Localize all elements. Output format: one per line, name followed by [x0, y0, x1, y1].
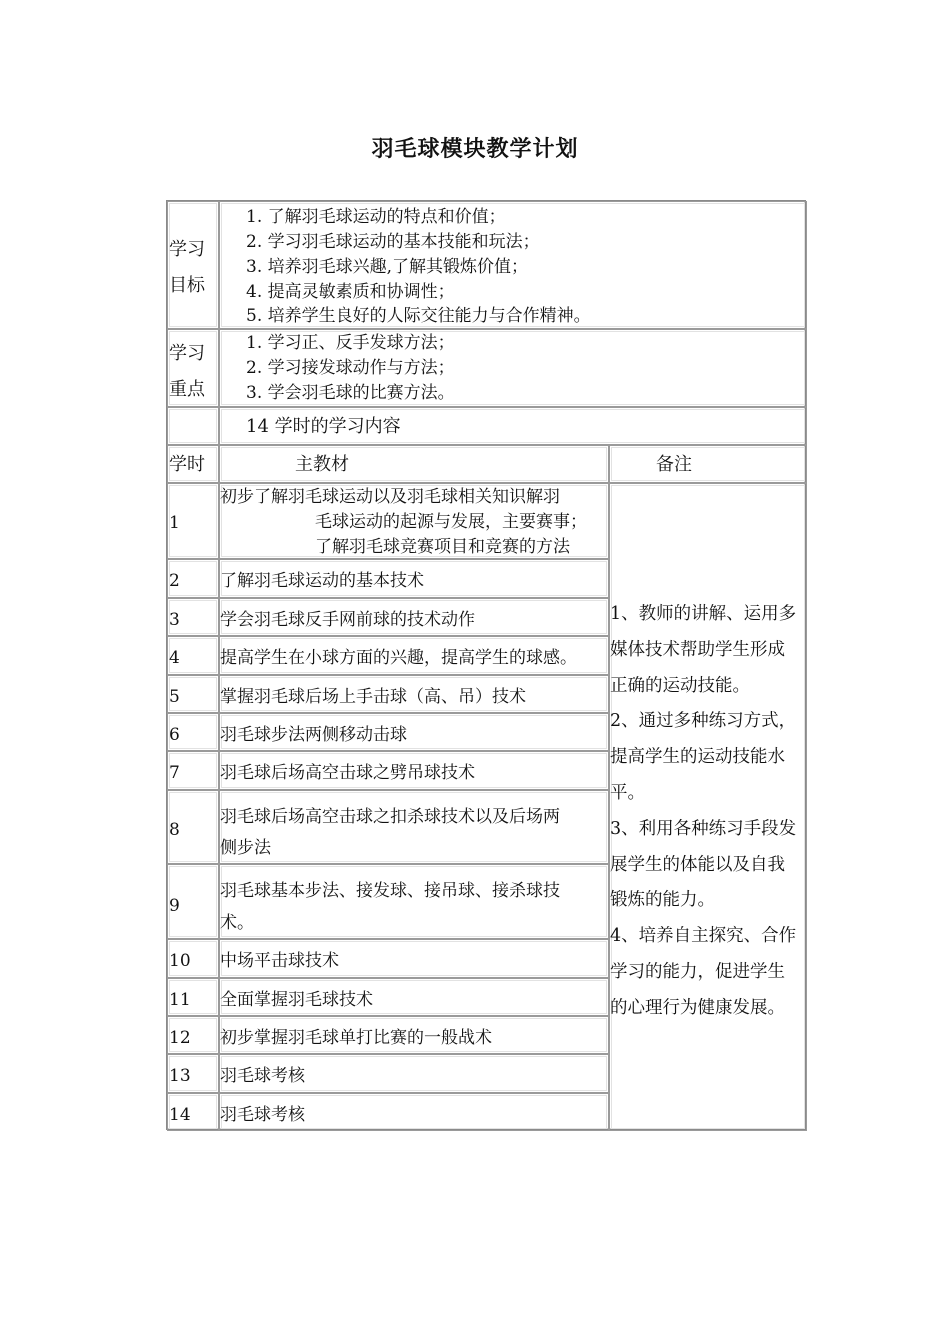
- material-line: 羽毛球基本步法、接发球、接吊球、接杀球技: [220, 881, 560, 901]
- material-cell: [219, 598, 609, 636]
- material-line: 初步了解羽毛球运动以及羽毛球相关知识解羽: [220, 487, 560, 507]
- hour-cell: [167, 751, 219, 790]
- teaching-plan-table: [166, 200, 806, 1130]
- material-cell: [219, 1016, 609, 1054]
- focus-label-line2: 重点: [169, 379, 205, 400]
- remark-line: 学习的能力，促进学生: [610, 961, 785, 982]
- hour-cell: [167, 864, 219, 939]
- focus-item: 3. 学会羽毛球的比赛方法。: [246, 383, 455, 403]
- goals-label-cell: [167, 201, 219, 329]
- hour-number: 7: [169, 763, 180, 783]
- hour-number: 3: [169, 610, 180, 630]
- blank-cell: [167, 407, 219, 445]
- material-cell: [219, 636, 609, 675]
- material-header: 主教材: [295, 454, 349, 475]
- hour-cell: [167, 675, 219, 713]
- hour-cell: [167, 713, 219, 751]
- hour-number: 9: [169, 896, 180, 916]
- material-line: 羽毛球后场高空击球之劈吊球技术: [220, 763, 475, 783]
- goal-item: 4. 提高灵敏素质和协调性；: [246, 282, 455, 302]
- remark-line: 3、利用各种练习手段发: [610, 818, 797, 839]
- goal-item: 5. 培养学生良好的人际交往能力与合作精神。: [246, 306, 591, 326]
- goal-item: 3. 培养羽毛球兴趣,了解其锻炼价值；: [246, 257, 529, 277]
- material-cell: [219, 751, 609, 790]
- material-cell: [219, 1093, 609, 1131]
- goals-label-line2: 目标: [169, 275, 205, 296]
- hour-number: 4: [169, 648, 180, 668]
- page-title: 羽毛球模块教学计划: [371, 137, 579, 162]
- remark-line: 媒体技术帮助学生形成: [610, 639, 785, 660]
- focus-item: 2. 学习接发球动作与方法；: [246, 358, 455, 378]
- remark-line: 正确的运动技能。: [610, 675, 750, 696]
- hour-number: 8: [169, 820, 180, 840]
- focus-label-cell: [167, 329, 219, 407]
- remark-line: 提高学生的运动技能水: [610, 747, 785, 768]
- material-line: 了解羽毛球运动的基本技术: [220, 571, 424, 591]
- material-cell: [219, 1054, 609, 1093]
- remark-line: 的心理行为健康发展。: [610, 997, 785, 1018]
- hour-cell: [167, 483, 219, 559]
- hour-number: 6: [169, 725, 180, 745]
- hour-cell: [167, 790, 219, 864]
- goals-content-cell: [219, 201, 807, 329]
- remarks-header-cell: [609, 445, 807, 483]
- material-line: 羽毛球考核: [220, 1066, 305, 1086]
- material-cell: [219, 939, 609, 978]
- material-line: 初步掌握羽毛球单打比赛的一般战术: [220, 1028, 492, 1048]
- remark-line: 2、通过多种练习方式，: [610, 711, 797, 732]
- hour-cell: [167, 939, 219, 978]
- hour-number: 10: [169, 951, 191, 971]
- material-cell: [219, 790, 609, 864]
- material-line: 提高学生在小球方面的兴趣，提高学生的球感。: [220, 648, 577, 668]
- hour-cell: [167, 598, 219, 636]
- remarks-text: [610, 597, 806, 1027]
- material-cell: [219, 675, 609, 713]
- material-line: 中场平击球技术: [220, 951, 339, 971]
- material-header-cell: [219, 445, 609, 483]
- material-line: 侧步法: [220, 838, 271, 858]
- hour-cell: [167, 1016, 219, 1054]
- content-heading: 14 学时的学习内容: [246, 416, 401, 437]
- hour-cell: [167, 559, 219, 598]
- material-line: 全面掌握羽毛球技术: [220, 990, 373, 1010]
- material-cell: [219, 483, 609, 559]
- remark-line: 1、教师的讲解、运用多: [610, 604, 797, 624]
- hour-number: 2: [169, 571, 180, 591]
- remark-line: 展学生的体能以及自我: [610, 854, 785, 875]
- focus-content-cell: [219, 329, 807, 407]
- material-line: 术。: [220, 913, 254, 933]
- hour-cell: [167, 1093, 219, 1131]
- goal-item: 1. 了解羽毛球运动的特点和价值；: [246, 207, 506, 227]
- material-line: 了解羽毛球竞赛项目和竞赛的方法: [315, 537, 570, 557]
- goal-item: 2. 学习羽毛球运动的基本技能和玩法；: [246, 232, 540, 252]
- remark-line: 锻炼的能力。: [610, 890, 715, 911]
- hour-cell: [167, 1054, 219, 1093]
- hour-number: 1: [169, 513, 180, 533]
- hour-cell: [167, 636, 219, 675]
- hour-number: 13: [169, 1066, 191, 1086]
- material-line: 学会羽毛球反手网前球的技术动作: [220, 610, 475, 630]
- remark-line: 平。: [610, 782, 645, 803]
- material-cell: [219, 713, 609, 751]
- focus-item: 1. 学习正、反手发球方法；: [246, 333, 455, 353]
- content-heading-cell: [219, 407, 807, 445]
- hours-header-cell: [167, 445, 219, 483]
- hours-header: 学时: [169, 454, 205, 475]
- material-cell: [219, 978, 609, 1016]
- remark-line: 4、培养自主探究、合作: [610, 926, 797, 947]
- remarks-cell: [609, 483, 807, 1131]
- material-line: 掌握羽毛球后场上手击球（高、吊）技术: [220, 687, 526, 707]
- material-line: 羽毛球后场高空击球之扣杀球技术以及后场两: [220, 807, 560, 827]
- material-line: 毛球运动的起源与发展，主要赛事；: [315, 512, 587, 532]
- material-line: 羽毛球考核: [220, 1105, 305, 1125]
- goals-label-line1: 学习: [169, 239, 205, 260]
- material-cell: [219, 864, 609, 939]
- hour-cell: [167, 978, 219, 1016]
- material-cell: [219, 559, 609, 598]
- remarks-header: 备注: [656, 454, 692, 475]
- material-line: 羽毛球步法两侧移动击球: [220, 725, 407, 745]
- hour-number: 12: [169, 1028, 191, 1048]
- hour-number: 14: [169, 1105, 191, 1125]
- focus-label-line1: 学习: [169, 343, 205, 364]
- hour-number: 5: [169, 687, 180, 707]
- hour-number: 11: [169, 990, 191, 1010]
